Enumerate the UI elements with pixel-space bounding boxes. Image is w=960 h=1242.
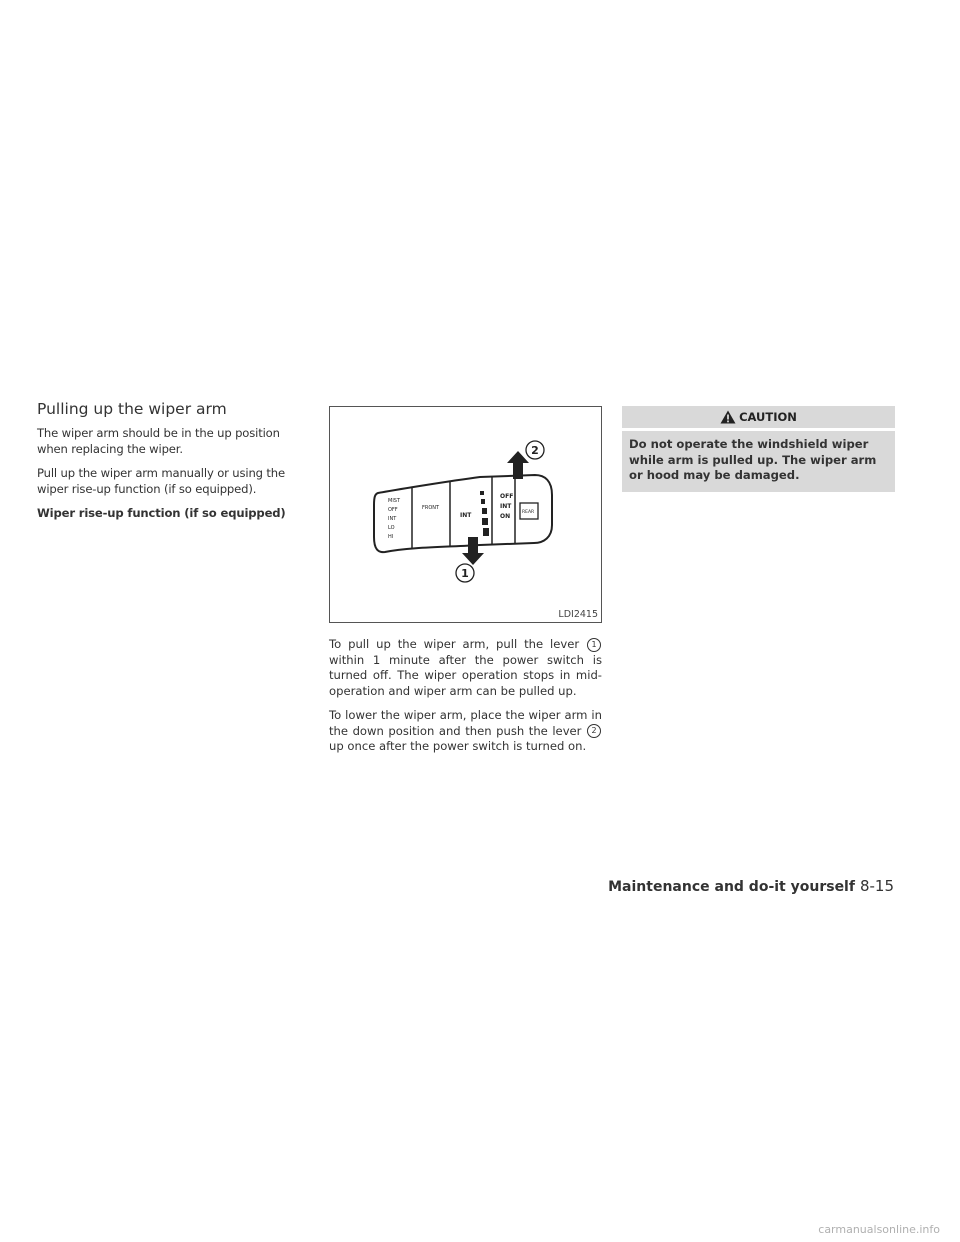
speed-scale-mark xyxy=(482,508,487,514)
callout-1-ref: 1 xyxy=(587,638,601,652)
label-front: FRONT xyxy=(422,505,440,511)
callout-2-ref: 2 xyxy=(587,724,601,738)
middle-body-text xyxy=(329,637,602,755)
label-rear: REAR xyxy=(522,510,535,515)
figure-id: LDI2415 xyxy=(558,609,598,620)
paragraph-up-position: The wiper arm should be in the up position when replacing the wiper. xyxy=(37,426,280,456)
paragraph-lower-arm-end: up once after the power switch is turned on. xyxy=(329,739,587,753)
label-mist: MIST xyxy=(388,498,401,504)
speed-scale-mark xyxy=(483,528,489,536)
right-column xyxy=(622,406,895,492)
wiper-lever-drawing xyxy=(330,407,601,622)
label-int: INT xyxy=(388,516,397,522)
wiper-lever-illustration xyxy=(329,406,602,623)
label-lo: LO xyxy=(388,525,395,531)
paragraph-pull-lever xyxy=(329,637,602,699)
speed-scale-mark xyxy=(481,499,485,504)
callout-1-number: 1 xyxy=(461,567,469,580)
speed-scale-mark xyxy=(482,518,488,525)
label-int-large: INT xyxy=(460,512,472,519)
label-off: OFF xyxy=(388,507,398,513)
paragraph-pull-lever-end: within 1 minute after the power switch is turned off. The wiper operation stops in mid-operation and wiper arm can be pulled up. xyxy=(329,652,602,698)
watermark: carmanualsonline.info xyxy=(818,1223,940,1236)
left-column xyxy=(37,400,309,531)
paragraph-lower-arm xyxy=(329,708,602,755)
caution-text: Do not operate the windshield wiper while arm is pulled up. The wiper arm or hood may be damaged. xyxy=(629,437,877,482)
section-heading: Pulling up the wiper arm xyxy=(37,400,227,418)
speed-scale-mark xyxy=(480,491,484,495)
label-rear-int: INT xyxy=(500,503,512,510)
paragraph-pull-up: Pull up the wiper arm manually or using the wiper rise-up function (if so equipped). xyxy=(37,466,285,496)
chapter-title: Maintenance and do-it yourself xyxy=(608,879,855,895)
page-number: 8-15 xyxy=(859,877,894,895)
page-footer xyxy=(608,877,894,895)
label-rear-off: OFF xyxy=(500,493,514,500)
paragraph-pull-lever-start: To pull up the wiper arm, pull the lever xyxy=(329,637,580,651)
warning-icon xyxy=(720,410,736,424)
caution-header xyxy=(622,406,895,431)
label-hi: HI xyxy=(388,534,394,540)
caution-title: CAUTION xyxy=(739,410,797,424)
callout-2-number: 2 xyxy=(531,444,539,457)
subheading-rise-up: Wiper rise-up function (if so equipped) xyxy=(37,506,286,520)
middle-column xyxy=(329,406,602,764)
paragraph-lower-arm-start: To lower the wiper arm, place the wiper arm in the down position and then push the lever xyxy=(329,708,602,738)
caution-box xyxy=(622,406,895,492)
label-rear-on: ON xyxy=(500,513,511,520)
